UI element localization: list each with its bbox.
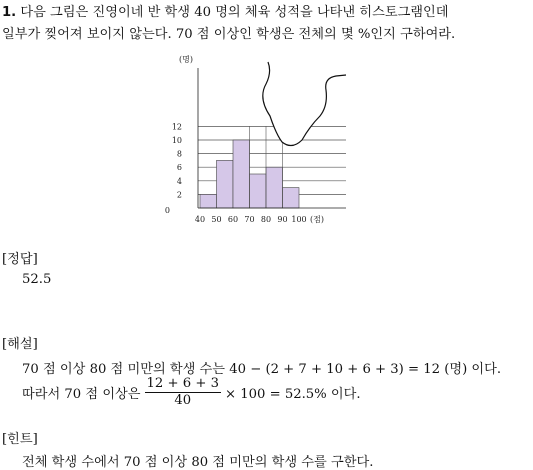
x-tick-label: 80 xyxy=(260,215,272,224)
y-tick-label: 10 xyxy=(171,136,182,145)
y-tick-label: 12 xyxy=(171,122,182,132)
histogram-bar xyxy=(233,140,250,208)
x-unit-label: (점) xyxy=(310,215,324,224)
explanation-line-1: 70 점 이상 80 점 미만의 학생 수는 40 − (2 + 7 + 10 + 6 + 3) = 12 (명) 이다. xyxy=(22,362,502,377)
x-tick-label: 40 xyxy=(194,215,206,224)
histogram-bar xyxy=(200,194,217,208)
x-tick-label: 100 xyxy=(291,215,307,224)
histogram-bar xyxy=(250,174,267,208)
hint-heading: [힌트] xyxy=(2,432,38,447)
y-tick-label: 0 xyxy=(164,206,170,215)
explanation-line-2-prefix: 따라서 70 점 이상은 xyxy=(22,387,141,402)
y-tick-label: 6 xyxy=(176,163,182,173)
x-tick-label: 60 xyxy=(227,215,239,224)
answer-value: 52.5 xyxy=(22,272,52,287)
histogram-bar xyxy=(217,160,234,208)
explanation-heading: [해설] xyxy=(2,337,38,352)
fraction-denominator: 40 xyxy=(174,393,192,408)
explanation-line-2 xyxy=(22,376,361,409)
torn-region xyxy=(263,50,360,146)
problem-line-2: 일부가 찢어져 보이지 않는다. 70 점 이상인 학생은 전체의 몇 %인지 구하여라. xyxy=(2,27,456,42)
problem-line-1: 다음 그림은 진영이네 반 학생 40 명의 체육 성적을 나타낸 히스토그램인데 xyxy=(20,5,449,20)
histogram xyxy=(160,50,360,229)
explanation-line-2-suffix: × 100 = 52.5% 이다. xyxy=(224,387,361,402)
problem-number: 1. xyxy=(2,5,17,20)
fraction xyxy=(145,376,221,409)
histogram-bar xyxy=(266,167,283,208)
y-unit-label: (명) xyxy=(179,55,193,64)
x-tick-label: 50 xyxy=(211,215,222,224)
answer-heading: [정답] xyxy=(2,252,38,267)
histogram-bar xyxy=(283,188,300,208)
y-tick-label: 2 xyxy=(176,190,182,200)
x-tick-label: 90 xyxy=(277,215,288,224)
x-tick-label: 70 xyxy=(244,215,255,224)
fraction-numerator: 12 + 6 + 3 xyxy=(146,376,219,391)
problem-statement xyxy=(2,2,532,46)
hint-text: 전체 학생 수에서 70 점 이상 80 점 미만의 학생 수를 구한다. xyxy=(22,455,374,470)
y-tick-label: 4 xyxy=(176,176,182,186)
histogram-svg xyxy=(160,50,360,225)
y-tick-label: 8 xyxy=(176,149,182,159)
